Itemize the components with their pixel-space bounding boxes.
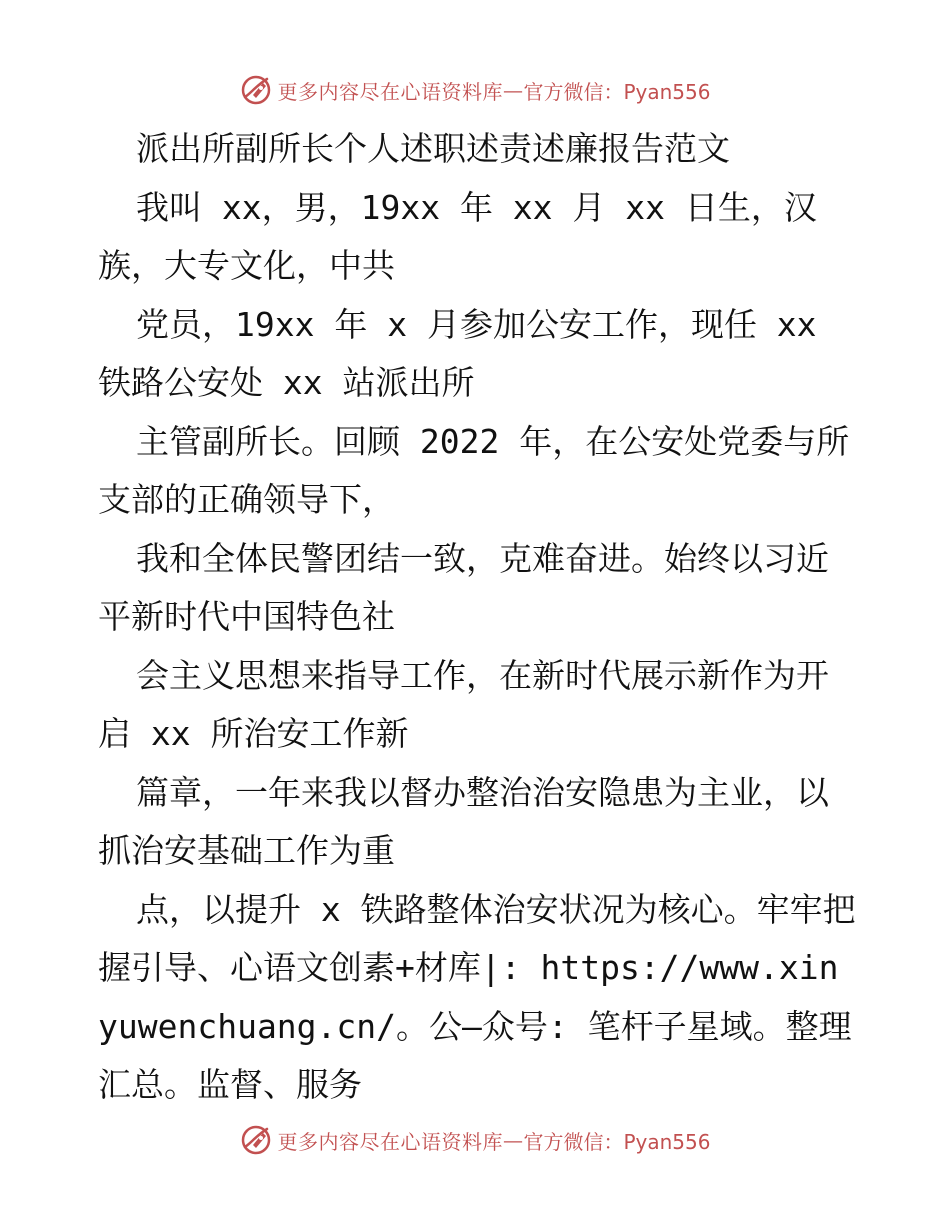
- paragraph-2: 党员，19xx 年 x 月参加公安工作，现任 xx 铁路公安处 xx 站派出所: [98, 304, 837, 402]
- document-body: [98, 120, 858, 1115]
- document-title: 派出所副所长个人述职述责述廉报告范文: [136, 129, 730, 168]
- footer-banner: [0, 1120, 950, 1160]
- paragraph-4: 我和全体民警团结一致，克难奋进。始终以习近平新时代中国特色社: [98, 538, 829, 636]
- paragraph-6: 篇章，一年来我以督办整治治安隐患为主业，以抓治安基础工作为重: [98, 772, 829, 870]
- paragraph-3: 主管副所长。回顾 2022 年，在公安处党委与所支部的正确领导下，: [98, 421, 850, 519]
- footer-banner-text: 更多内容尽在心语资料库: [277, 1129, 503, 1154]
- header-banner-wechat: 官方微信：Pyan556: [523, 79, 711, 104]
- footer-banner-dash: —: [502, 1128, 524, 1152]
- header-banner-text: 更多内容尽在心语资料库: [277, 79, 503, 104]
- footer-banner-wechat: 官方微信：Pyan556: [523, 1129, 711, 1154]
- header-banner: [0, 70, 950, 110]
- paragraph-5: 会主义思想来指导工作，在新时代展示新作为开启 xx 所治安工作新: [98, 655, 829, 753]
- pen-logo-icon: [239, 73, 273, 107]
- header-banner-dash: —: [502, 78, 524, 102]
- paragraph-7: 点，以提升 x 铁路整体治安状况为核心。牢牢把握引导、心语文创素+材库|: https://www.xinyuwenchuang.cn/。公—众号: 笔杆子星域。整理汇总。监督、服务: [98, 889, 856, 1104]
- pen-logo-icon: [239, 1123, 273, 1157]
- paragraph-1: 我叫 xx，男，19xx 年 xx 月 xx 日生，汉族，大专文化，中共: [98, 187, 817, 285]
